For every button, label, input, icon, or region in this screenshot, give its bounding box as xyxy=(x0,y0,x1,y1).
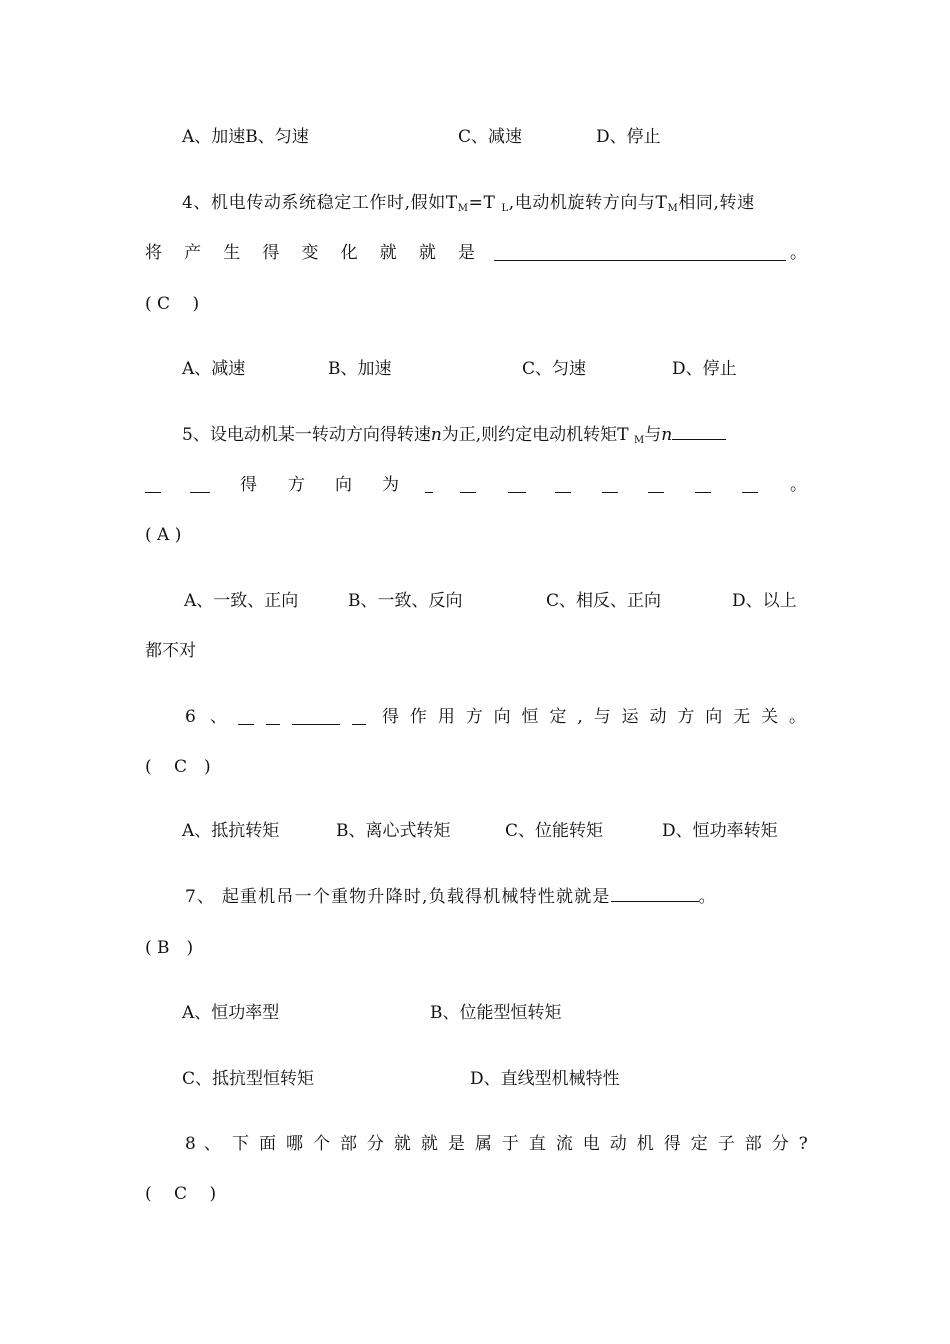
q6-number: 6 xyxy=(185,707,196,727)
q7-stem: 7、 起重机吊一个重物升降时,负载得机械特性就就是 。 xyxy=(185,887,717,907)
q8-number: 8、 xyxy=(185,1134,229,1154)
q5-number: 5、 xyxy=(182,425,210,445)
q5-option-d: D、以上 xyxy=(732,591,797,611)
q6-text: 得 作 用 方 向 恒 定 , 与 运 动 方 向 无 关 。 xyxy=(382,707,806,727)
q4-number: 4、 xyxy=(182,193,212,213)
q3-option-b: B、匀速 xyxy=(245,127,309,147)
q7-answer-blank[interactable] xyxy=(611,887,699,902)
q5-stem-line1: 5、设电动机某一转动方向得转速n为正,则约定电动机转矩T $_M$与n xyxy=(182,424,726,452)
q8-stem: 下 面 哪 个 部 分 就 就 是 属 于 直 流 电 动 机 得 定 子 部 分 ? xyxy=(232,1134,808,1154)
q4-answer-blank[interactable] xyxy=(494,246,786,261)
q7-option-b: B、位能型恒转矩 xyxy=(430,1003,562,1023)
q6-option-d: D、恒功率转矩 xyxy=(662,821,778,841)
q3-option-c: C、减速 xyxy=(458,127,523,147)
q6-blank-seg[interactable] xyxy=(352,710,366,725)
q6-blank-seg[interactable] xyxy=(238,710,254,725)
q5-blank-seg[interactable] xyxy=(602,478,618,493)
q5-blank-seg[interactable] xyxy=(742,478,758,493)
q7-number: 7、 xyxy=(185,887,216,907)
q5-option-d-cont: 都不对 xyxy=(145,641,196,661)
q5-blank-seg[interactable] xyxy=(190,478,210,493)
q5-blank-seg[interactable] xyxy=(508,478,526,493)
q4-option-c: C、匀速 xyxy=(522,359,587,379)
q4-stem-line1: 4、机电传动系统稳定工作时,假如$T_M=T$ $_L$,电动机旋转方向与$T_M$相同,转速 xyxy=(182,193,755,214)
q5-answer: ( A ) xyxy=(145,525,182,545)
q6-option-a: A、抵抗转矩 xyxy=(182,821,280,841)
q7-answer: ( B ) xyxy=(145,938,194,958)
q5-blank-seg[interactable] xyxy=(145,478,161,493)
q5-option-b: B、一致、反向 xyxy=(348,591,463,611)
q6-option-b: B、离心式转矩 xyxy=(336,821,451,841)
q4-answer: ( C ) xyxy=(145,294,200,314)
q5-blank-part1[interactable] xyxy=(672,425,726,440)
q7-option-a: A、恒功率型 xyxy=(182,1003,280,1023)
q4-option-b: B、加速 xyxy=(328,359,392,379)
q5-option-c: C、相反、正向 xyxy=(546,591,662,611)
q6-option-c: C、位能转矩 xyxy=(505,821,604,841)
q4-option-d: D、停止 xyxy=(672,359,737,379)
q7-option-c: C、抵抗型恒转矩 xyxy=(182,1069,315,1089)
q5-blank-seg[interactable] xyxy=(460,478,476,493)
q3-option-a: A、加速 xyxy=(182,127,246,147)
q6-answer: ( C ) xyxy=(145,757,211,777)
q8-answer: ( C ) xyxy=(145,1184,217,1204)
q5-blank-seg[interactable] xyxy=(695,478,711,493)
q4-end-mark: 。 xyxy=(790,243,807,263)
q5-blank-seg[interactable] xyxy=(425,478,433,493)
q3-options xyxy=(182,126,309,148)
q4-option-a: A、减速 xyxy=(182,359,246,379)
q7-option-d: D、直线型机械特性 xyxy=(470,1069,620,1089)
q4-stem-line2: 将 产 生 得 变 化 就 就 是 xyxy=(145,243,475,263)
q5-blank-seg[interactable] xyxy=(555,478,571,493)
q6-blank-seg[interactable] xyxy=(266,710,280,725)
q6-blank-seg[interactable] xyxy=(292,710,340,725)
q3-option-d: D、停止 xyxy=(596,127,661,147)
q5-blank-seg[interactable] xyxy=(648,478,664,493)
q5-option-a: A、一致、正向 xyxy=(184,591,299,611)
